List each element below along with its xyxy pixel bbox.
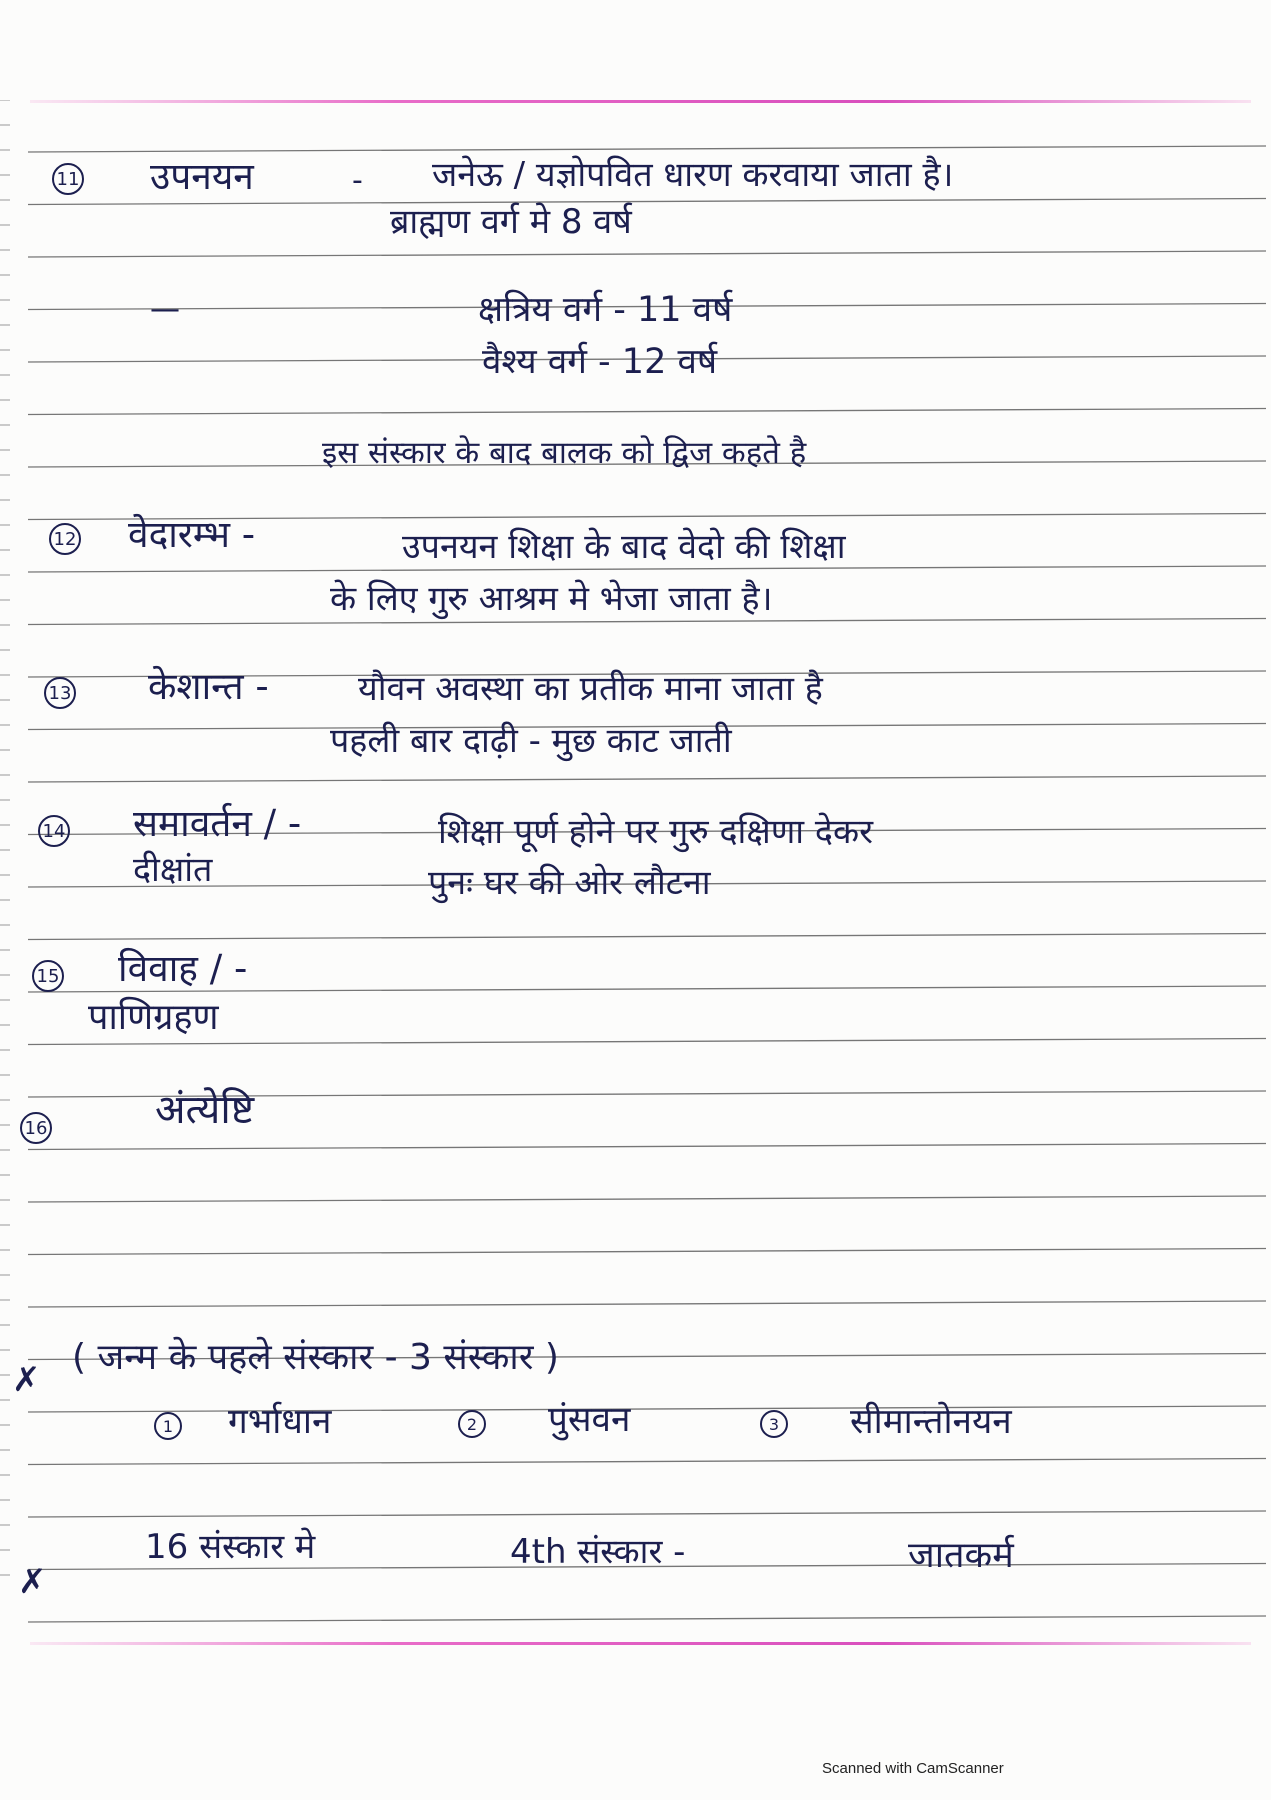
item-11-title: उपनयन (150, 155, 254, 198)
item-13-line1: यौवन अवस्था का प्रतीक माना जाता है (358, 669, 823, 709)
ruled-line (28, 251, 1266, 257)
item-12-number: 12 (49, 523, 81, 555)
note1-item-2-number: 2 (458, 1410, 486, 1438)
note1-cross-mark: ✗ (12, 1360, 41, 1400)
item-11-number: 11 (52, 163, 84, 195)
item-14-line1: शिक्षा पूर्ण होने पर गुरु दक्षिणा देकर (438, 812, 873, 852)
item-11-line1: जनेऊ / यज्ञोपवित धारण करवाया जाता है। (432, 155, 954, 195)
note1-item-1-label: गर्भाधान (228, 1402, 332, 1442)
item-13-title: केशान्त - (148, 665, 269, 708)
item-15-number: 15 (32, 960, 64, 992)
note1-heading: ( जन्म के पहले संस्कार - 3 संस्कार ) (72, 1337, 559, 1378)
item-16-number: 16 (20, 1112, 52, 1144)
ruled-line (28, 1249, 1266, 1255)
item-12-line1: उपनयन शिक्षा के बाद वेदो की शिक्षा (402, 527, 846, 567)
ruled-line (28, 776, 1266, 782)
item-16-title: अंत्येष्टि (155, 1087, 255, 1133)
ruled-line (28, 1301, 1266, 1307)
item-11-separator: - (352, 163, 363, 198)
ruled-line (28, 1196, 1266, 1202)
scanner-watermark: Scanned with CamScanner (822, 1760, 1004, 1777)
item-14-line2: पुनः घर की ओर लौटना (428, 863, 711, 903)
item-11-line2: ब्राह्मण वर्ग मे 8 वर्ष (390, 202, 632, 242)
item-15-title2: पाणिग्रहण (88, 997, 219, 1038)
ruled-line (28, 199, 1266, 205)
dash-mark: — (150, 292, 180, 327)
ruled-line (28, 1144, 1266, 1150)
item-13-line2: पहली बार दाढ़ी - मुछ काट जाती (330, 721, 732, 761)
ruled-line (28, 619, 1266, 625)
item-15-title: विवाह / - (118, 947, 248, 990)
item-11-line3: क्षत्रिय वर्ग - 11 वर्ष (478, 290, 733, 330)
item-14-number: 14 (38, 815, 70, 847)
note1-item-3-label: सीमान्तोनयन (850, 1402, 1012, 1442)
item-14-title: समावर्तन / - (133, 802, 302, 845)
ruled-line (28, 1406, 1266, 1412)
ruled-line (28, 1511, 1266, 1517)
ruled-line (28, 1459, 1266, 1465)
note2-cross-mark: ✗ (18, 1562, 47, 1602)
ruled-line (28, 1039, 1266, 1045)
note1-item-2-label: पुंसवन (548, 1400, 631, 1440)
note2-text-a: 16 संस्कार मे (145, 1527, 316, 1567)
item-11-line5: इस संस्कार के बाद बालक को द्विज कहते है (322, 435, 807, 471)
ruled-line (28, 146, 1266, 152)
note1-item-3-number: 3 (760, 1410, 788, 1438)
item-14-title2: दीक्षांत (133, 850, 213, 890)
note2-text-c: जातकर्म (908, 1535, 1014, 1576)
ruled-line (28, 934, 1266, 940)
item-11-line4: वैश्य वर्ग - 12 वर्ष (482, 342, 718, 382)
ruled-line (28, 1616, 1266, 1622)
item-13-number: 13 (44, 677, 76, 709)
ruled-line (28, 409, 1266, 415)
item-12-title: वेदारम्भ - (128, 513, 256, 556)
note1-item-1-number: 1 (154, 1412, 182, 1440)
item-12-line2: के लिए गुरु आश्रम मे भेजा जाता है। (330, 579, 773, 619)
note2-text-b: 4th संस्कार - (510, 1532, 686, 1572)
